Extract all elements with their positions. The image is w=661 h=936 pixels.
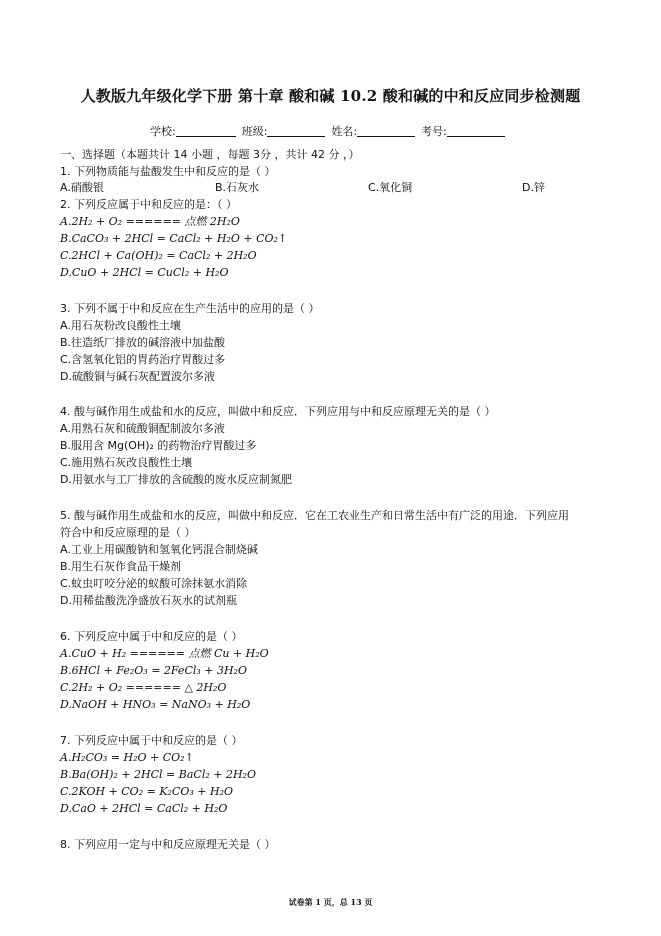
question-1-option-c: C.氧化铜: [368, 181, 413, 194]
question-2-option-a: A.2H₂ + O₂ ====== 点燃 2H₂O: [60, 215, 240, 228]
question-7-option-d: D.CaO + 2HCl = CaCl₂ + H₂O: [60, 802, 228, 815]
question-1-option-d: D.锌: [522, 181, 545, 194]
question-1-option-b: B.石灰水: [215, 181, 260, 194]
question-5-option-d: D.用稀盐酸洗净盛放石灰水的试剂瓶: [60, 594, 237, 607]
question-2-stem: 2. 下列反应属于中和反应的是：（ ）: [60, 198, 237, 211]
question-4-option-b: B.服用含 Mg(OH)₂ 的药物治疗胃酸过多: [60, 439, 257, 452]
question-5-option-b: B.用生石灰作食品干燥剂: [60, 560, 182, 573]
exam-title: 人教版九年级化学下册 第十章 酸和碱 10.2 酸和碱的中和反应同步检测题: [80, 87, 581, 105]
question-6-stem: 6. 下列反应中属于中和反应的是（ ）: [60, 630, 243, 643]
school-blank[interactable]: [176, 124, 236, 137]
question-8-stem: 8. 下列应用一定与中和反应原理无关是（ ）: [60, 838, 276, 851]
section-heading: 一、选择题（本题共计 14 小题 ，每题 3分 ，共计 42 分 ，）: [60, 148, 360, 161]
number-blank[interactable]: [447, 124, 505, 137]
question-5-stem-line-1: 5. 酸与碱作用生成盐和水的反应，叫做中和反应．它在工农业生产和日常生活中有广泛的用途．下列应用: [60, 509, 569, 522]
question-2-option-c: C.2HCl + Ca(OH)₂ = CaCl₂ + 2H₂O: [60, 249, 257, 262]
number-label: 考号:: [421, 125, 447, 138]
question-6-option-c: C.2H₂ + O₂ ====== △ 2H₂O: [60, 681, 227, 694]
page-footer: 试卷第 1 页，总 13 页: [288, 897, 373, 907]
class-label: 班级:: [241, 125, 268, 138]
school-label: 学校:: [150, 125, 176, 138]
question-4-option-c: C.施用熟石灰改良酸性土壤: [60, 456, 193, 469]
question-7-option-c: C.2KOH + CO₂ = K₂CO₃ + H₂O: [60, 785, 234, 798]
question-2-option-b: B.CaCO₃ + 2HCl = CaCl₂ + H₂O + CO₂↑: [60, 232, 288, 245]
question-5-option-a: A.工业上用碳酸钠和氢氧化钙混合制烧碱: [60, 543, 258, 556]
question-3-option-c: C.含氢氧化铝的胃药治疗胃酸过多: [60, 353, 226, 366]
class-blank[interactable]: [267, 124, 325, 137]
question-1-option-a: A.硝酸银: [60, 181, 104, 194]
question-7-stem: 7. 下列反应中属于中和反应的是（ ）: [60, 734, 243, 747]
student-info-row: [150, 123, 511, 139]
question-3-option-b: B.往造纸厂排放的碱溶液中加盐酸: [60, 336, 226, 349]
question-3-option-d: D.硫酸铜与碱石灰配置波尔多液: [60, 370, 215, 383]
question-3-stem: 3. 下列不属于中和反应在生产生活中的应用的是（ ）: [60, 302, 320, 315]
name-label: 姓名:: [331, 125, 358, 138]
question-2-option-d: D.CuO + 2HCl = CuCl₂ + H₂O: [60, 266, 229, 279]
question-7-option-b: B.Ba(OH)₂ + 2HCl = BaCl₂ + 2H₂O: [60, 768, 256, 781]
question-1-stem: 1. 下列物质能与盐酸发生中和反应的是（ ）: [60, 165, 276, 178]
question-5-stem-line-2: 符合中和反应原理的是（ ）: [60, 526, 196, 539]
question-7-option-a: A.H₂CO₃ = H₂O + CO₂↑: [60, 751, 194, 764]
question-5-option-c: C.蚊虫叮咬分泌的蚁酸可涂抹氨水消除: [60, 577, 248, 590]
question-4-option-a: A.用熟石灰和硫酸铜配制波尔多液: [60, 422, 225, 435]
question-4-option-d: D.用氨水与工厂排放的含硫酸的废水反应制氮肥: [60, 473, 292, 486]
name-blank[interactable]: [357, 124, 415, 137]
question-3-option-a: A.用石灰粉改良酸性土壤: [60, 319, 181, 332]
question-6-option-d: D.NaOH + HNO₃ = NaNO₃ + H₂O: [60, 698, 251, 711]
question-6-option-b: B.6HCl + Fe₂O₃ = 2FeCl₃ + 3H₂O: [60, 664, 248, 677]
question-4-stem: 4. 酸与碱作用生成盐和水的反应，叫做中和反应．下列应用与中和反应原理无关的是（ ）: [60, 405, 496, 418]
question-6-option-a: A.CuO + H₂ ====== 点燃 Cu + H₂O: [60, 647, 269, 660]
